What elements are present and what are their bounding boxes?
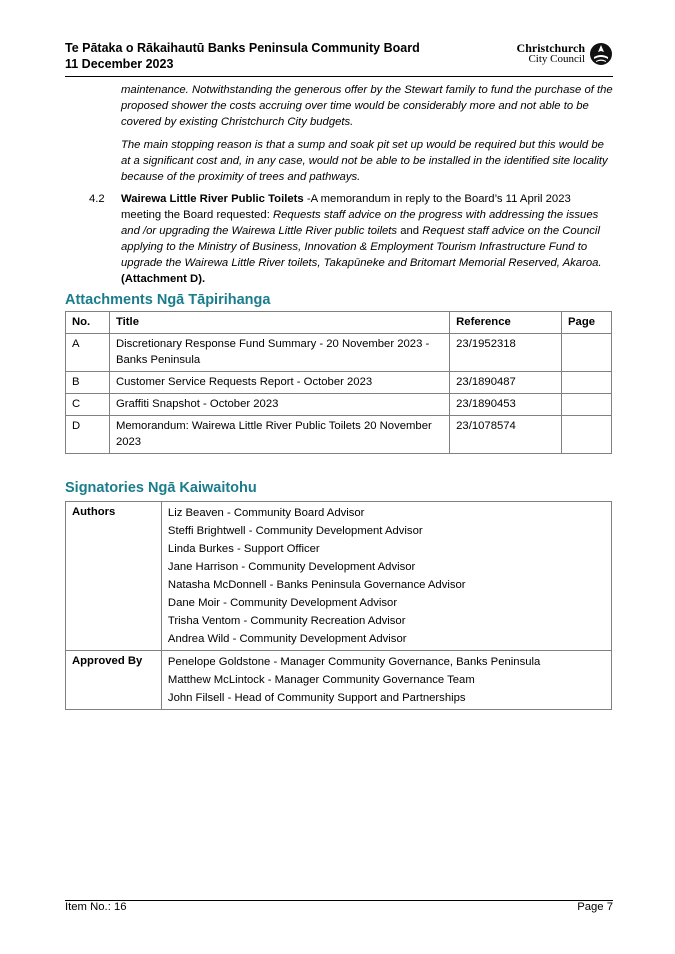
- cell-title: Discretionary Response Fund Summary - 20 November 2023 - Banks Peninsula: [109, 334, 449, 372]
- author-name: Linda Burkes - Support Officer: [167, 543, 320, 555]
- page-header: [65, 40, 613, 80]
- item-heading: Wairewa Little River Public Toilets: [121, 193, 304, 205]
- item-body: [121, 191, 613, 287]
- cell-page: [562, 394, 612, 416]
- cell-no: C: [66, 394, 110, 416]
- approver-name: Penelope Goldstone - Manager Community Governance, Banks Peninsula: [167, 656, 541, 668]
- table-row: [66, 334, 612, 372]
- item-text: -A memorandum in reply to the Board’s 11 April 2023 meeting the Board requested:: [121, 193, 571, 221]
- author-name: Dane Moir - Community Development Advisor: [167, 597, 398, 609]
- cell-page: [562, 372, 612, 394]
- page-number: Page 7: [577, 901, 613, 913]
- item-quote-2: Request staff advice on the Council applying to the Ministry of Business, Innovation & Employment Tourism Infrastructure Fund to upgrade the Wairewa Little River toilets, Takapūneke and Britomart Memorial Reserved, Akaroa.: [121, 225, 602, 269]
- item-text-and: and: [397, 225, 423, 237]
- table-row: [66, 394, 612, 416]
- cell-page: [562, 334, 612, 372]
- item-number: 4.2: [89, 193, 105, 205]
- table-row: [66, 372, 612, 394]
- cell-ref: 23/1952318: [450, 334, 562, 372]
- board-name: Te Pātaka o Rākaihautū Banks Peninsula Community Board: [65, 41, 420, 55]
- logo-line2: City Council: [528, 53, 585, 65]
- attachment-reference: (Attachment D).: [121, 273, 206, 285]
- approved-label: Approved By: [66, 651, 162, 710]
- item-number-label: Item No.: 16: [65, 901, 127, 913]
- attachments-table: [65, 311, 612, 454]
- cell-ref: 23/1890453: [450, 394, 562, 416]
- authors-list: [161, 502, 611, 651]
- col-no: No.: [66, 312, 110, 334]
- cell-no: A: [66, 334, 110, 372]
- cell-no: D: [66, 416, 110, 454]
- author-name: Andrea Wild - Community Development Advisor: [167, 633, 407, 645]
- author-name: Steffi Brightwell - Community Development Advisor: [167, 525, 423, 537]
- attachments-title: Attachments Ngā Tāpirihanga: [65, 292, 271, 308]
- cell-page: [562, 416, 612, 454]
- col-page: Page: [562, 312, 612, 334]
- approved-list: [161, 651, 611, 710]
- cell-title: Graffiti Snapshot - October 2023: [109, 394, 449, 416]
- cell-title: Memorandum: Wairewa Little River Public Toilets 20 November 2023: [109, 416, 449, 454]
- col-title: Title: [109, 312, 449, 334]
- cell-title: Customer Service Requests Report - October 2023: [109, 372, 449, 394]
- author-name: Liz Beaven - Community Board Advisor: [167, 507, 365, 519]
- authors-label: Authors: [66, 502, 162, 651]
- author-name: Jane Harrison - Community Development Advisor: [167, 561, 416, 573]
- author-name: Natasha McDonnell - Banks Peninsula Governance Advisor: [167, 579, 466, 591]
- col-reference: Reference: [450, 312, 562, 334]
- author-name: Trisha Ventom - Community Recreation Advisor: [167, 615, 406, 627]
- cell-no: B: [66, 372, 110, 394]
- signatories-title: Signatories Ngā Kaiwaitohu: [65, 480, 257, 496]
- item-4-2: [89, 191, 613, 287]
- logo-line1: Christchurch: [516, 41, 585, 55]
- approver-name: Matthew McLintock - Manager Community Governance Team: [167, 674, 475, 686]
- footer-rule: [65, 900, 613, 901]
- cell-ref: 23/1078574: [450, 416, 562, 454]
- paragraph-stopping-reason: The main stopping reason is that a sump and soak pit set up would be required but this would be at a significant cost and, in any case, would not be able to be installed in the identified site locality because of the proximity of trees and pathways.: [121, 139, 608, 183]
- cathedral-logo-icon: [589, 42, 613, 66]
- council-logo: [517, 40, 613, 68]
- meeting-date: 11 December 2023: [65, 57, 174, 71]
- authors-row: [66, 502, 612, 651]
- header-rule: [65, 76, 613, 77]
- approved-row: [66, 651, 612, 710]
- signatories-table: [65, 501, 612, 710]
- table-row: [66, 416, 612, 454]
- approver-name: John Filsell - Head of Community Support and Partnerships: [167, 692, 466, 704]
- cell-ref: 23/1890487: [450, 372, 562, 394]
- item-quote-1: Requests staff advice on the progress with addressing the issues and /or upgrading the Wairewa Little River public toilets: [121, 209, 599, 237]
- paragraph-maintenance: maintenance. Notwithstanding the generous offer by the Stewart family to fund the purchase of the proposed shower the costs accruing over time would be considerably more and not able to be covered by existing Christchurch City budgets.: [121, 84, 613, 128]
- table-header-row: [66, 312, 612, 334]
